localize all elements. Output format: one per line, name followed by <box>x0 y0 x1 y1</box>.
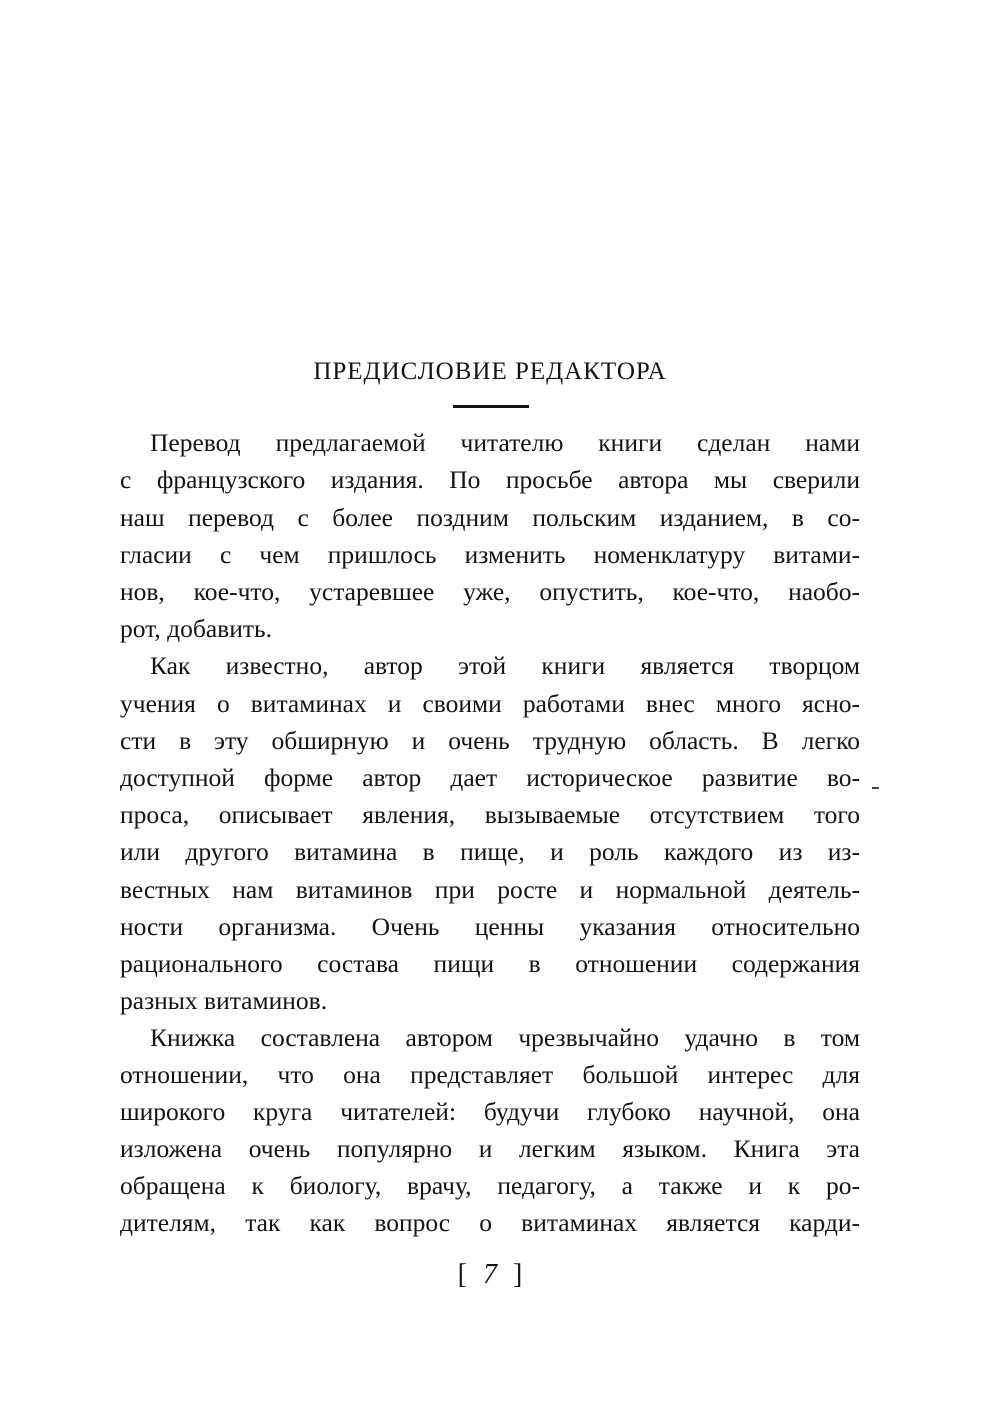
page-number-open-bracket: [ <box>457 1259 467 1290</box>
text-line: сти в эту обширную и очень трудную область. В легко <box>120 726 860 755</box>
text-line: широкого круга читателей: будучи глубоко научной, она <box>120 1097 860 1126</box>
text-line: проса, описывает явления, вызываемые отсутствием того <box>120 800 860 829</box>
text-line: нов, кое-что, устаревшее уже, опустить, кое-что, наобо- <box>120 577 860 606</box>
title-divider <box>453 405 529 408</box>
page-number-close-bracket: ] <box>513 1259 523 1290</box>
text-line: наш перевод с более поздним польским изданием, в со- <box>120 503 860 532</box>
text-line: дителям, так как вопрос о витаминах является карди- <box>120 1208 860 1237</box>
text-line: Перевод предлагаемой читателю книги сделан нами <box>150 428 860 457</box>
page-number-value: 7 <box>483 1259 497 1290</box>
text-line: гласии с чем пришлось изменить номенклатуру витами- <box>120 540 860 569</box>
text-line: изложена очень популярно и легким языком. Книга эта <box>120 1134 860 1163</box>
margin-mark <box>872 787 879 789</box>
text-line: вестных нам витаминов при росте и нормальной деятель- <box>120 875 860 904</box>
text-line: учения о витаминах и своими работами внес много ясно- <box>120 689 860 718</box>
text-line: разных витаминов. <box>120 986 328 1015</box>
text-line: отношении, что она представляет большой интерес для <box>120 1060 860 1089</box>
text-line: Как известно, автор этой книги является творцом <box>150 651 860 680</box>
text-line: обращена к биологу, врачу, педагогу, а также и к ро- <box>120 1171 860 1200</box>
page-number <box>420 1255 560 1295</box>
text-line: доступной форме автор дает историческое развитие во- <box>120 763 860 792</box>
text-line: Книжка составлена автором чрезвычайно удачно в том <box>150 1023 860 1052</box>
text-line: ности организма. Очень ценны указания относительно <box>120 912 860 941</box>
text-line: рационального состава пищи в отношении содержания <box>120 949 860 978</box>
text-line: с французского издания. По просьбе автора мы сверили <box>120 465 860 494</box>
text-line: или другого витамина в пище, и роль каждого из из- <box>120 837 860 866</box>
text-line: рот, добавить. <box>120 614 272 643</box>
chapter-title: ПРЕДИСЛОВИЕ РЕДАКТОРА <box>313 358 667 385</box>
